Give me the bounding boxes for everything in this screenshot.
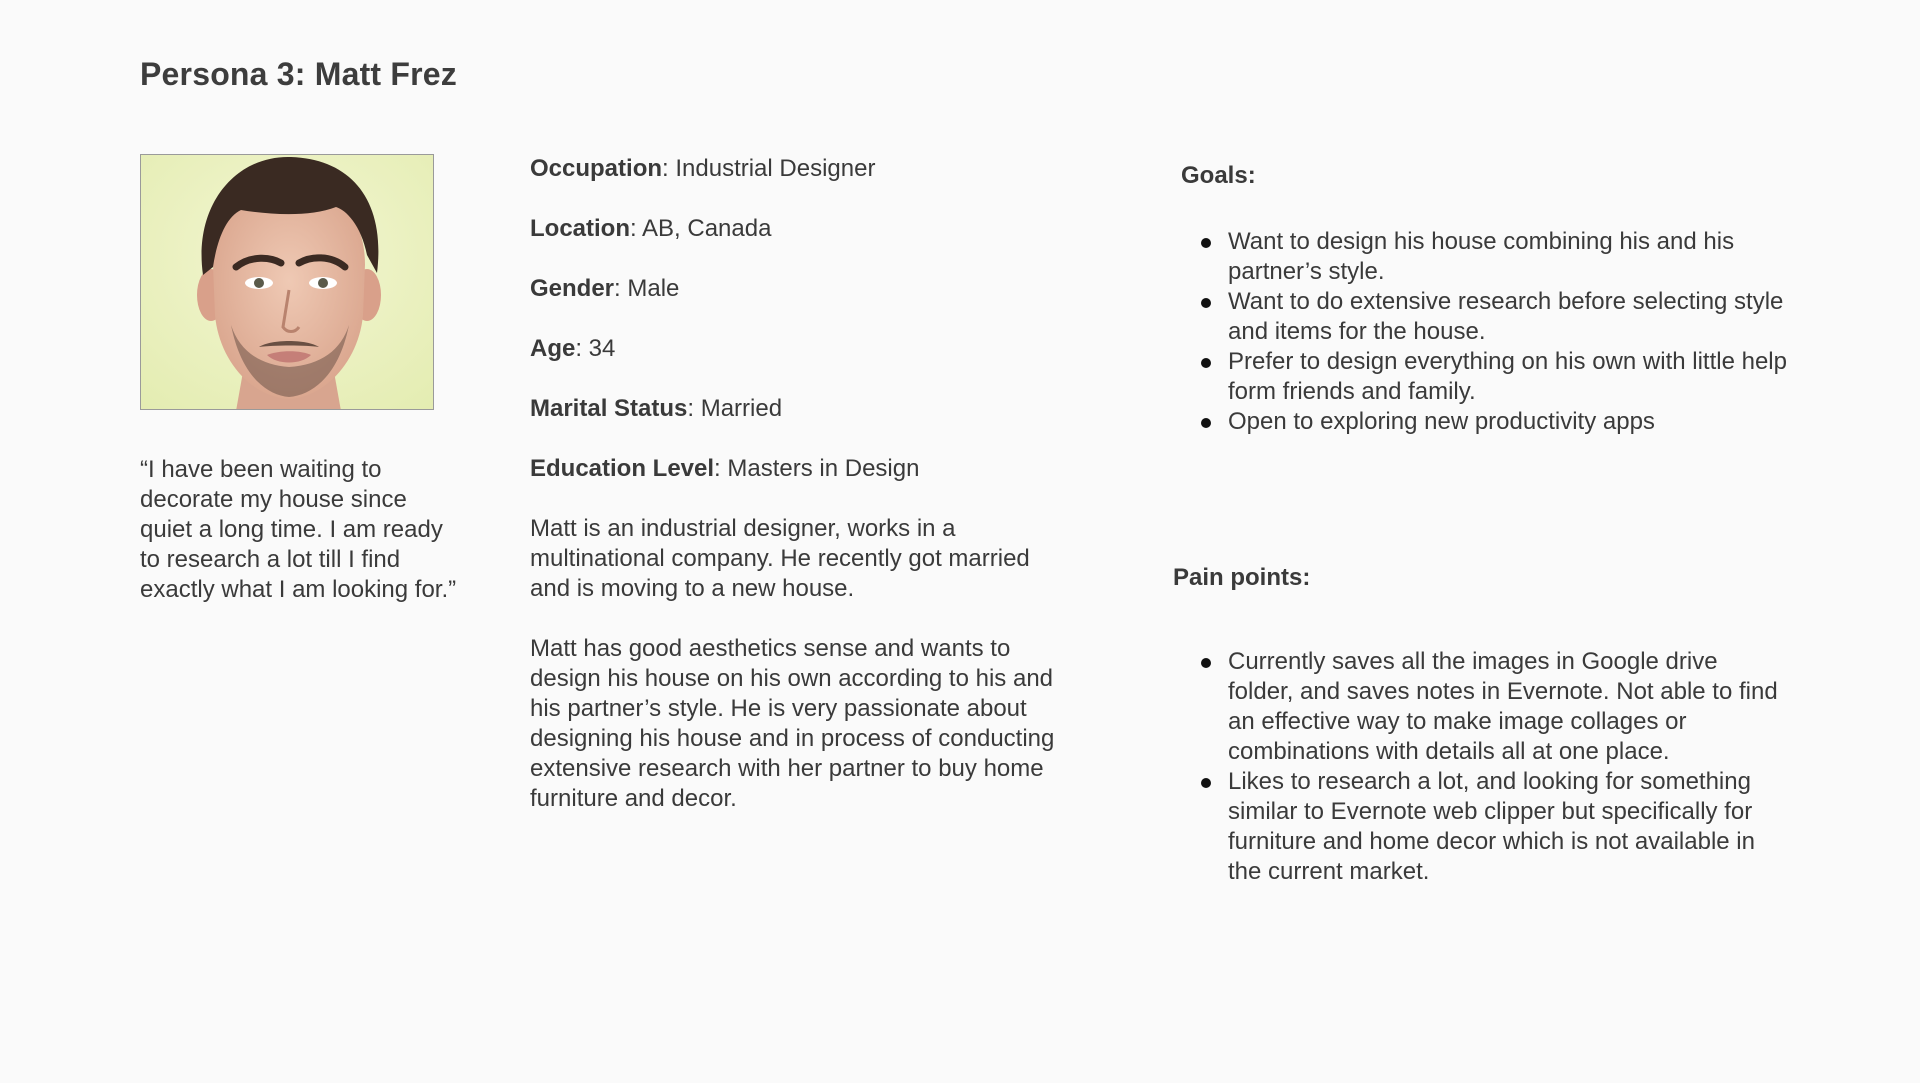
detail-value: : AB, Canada <box>630 215 772 242</box>
bullet-icon <box>1201 238 1211 248</box>
goals-list <box>1228 227 1788 437</box>
goal-text: Want to design his house combining his and his partner’s style. <box>1228 228 1735 285</box>
detail-age <box>530 334 1070 364</box>
bullet-icon <box>1201 778 1211 788</box>
persona-quote: “I have been waiting to decorate my house since quiet a long time. I am ready to research a lot till I find exactly what I am looking for.” <box>140 456 457 603</box>
persona-details <box>530 154 1070 844</box>
detail-value: : Married <box>687 395 783 422</box>
detail-education-level <box>530 454 1070 484</box>
bio-paragraph: Matt has good aesthetics sense and wants to design his house on his own according to his and his partner’s style. He is very passionate about designing his house and in process of conducting extensive research with her partner to buy home furniture and decor. <box>530 635 1055 812</box>
bio-paragraph: Matt is an industrial designer, works in a multinational company. He recently got married and is moving to a new house. <box>530 515 1030 602</box>
detail-value: : Masters in Design <box>714 455 920 482</box>
detail-label: Marital Status <box>530 395 688 422</box>
list-item <box>1228 227 1788 287</box>
list-item <box>1228 767 1788 887</box>
goal-text: Want to do extensive research before selecting style and items for the house. <box>1228 288 1784 345</box>
detail-value: : 34 <box>575 335 616 362</box>
detail-label: Location <box>530 215 630 242</box>
detail-label: Occupation <box>530 155 663 182</box>
bullet-icon <box>1201 418 1211 428</box>
goal-text: Prefer to design everything on his own with little help form friends and family. <box>1228 348 1787 405</box>
detail-value: : Industrial Designer <box>662 155 876 182</box>
bullet-icon <box>1201 658 1211 668</box>
bullet-icon <box>1201 358 1211 368</box>
list-item <box>1228 407 1788 437</box>
detail-marital-status <box>530 394 1070 424</box>
detail-value: : Male <box>614 275 680 302</box>
list-item <box>1228 287 1788 347</box>
pain-points-heading: Pain points: <box>1173 564 1311 591</box>
bullet-icon <box>1201 298 1211 308</box>
list-item <box>1228 647 1788 767</box>
detail-label: Age <box>530 335 576 362</box>
goal-text: Open to exploring new productivity apps <box>1228 408 1655 435</box>
detail-occupation <box>530 154 1070 184</box>
detail-label: Gender <box>530 275 615 302</box>
detail-label: Education Level <box>530 455 715 482</box>
goals-heading: Goals: <box>1181 162 1256 189</box>
pain-point-text: Currently saves all the images in Google drive folder, and saves notes in Evernote. Not able to find an effective way to make image collages or combinations with details all at one place. <box>1228 648 1778 765</box>
pain-points-list <box>1228 647 1788 887</box>
persona-photo <box>140 154 434 410</box>
page-title: Persona 3: Matt Frez <box>140 56 457 92</box>
detail-location <box>530 214 1070 244</box>
detail-gender <box>530 274 1070 304</box>
pain-point-text: Likes to research a lot, and looking for something similar to Evernote web clipper but specifically for furniture and home decor which is not available in the current market. <box>1228 768 1755 885</box>
list-item <box>1228 347 1788 407</box>
